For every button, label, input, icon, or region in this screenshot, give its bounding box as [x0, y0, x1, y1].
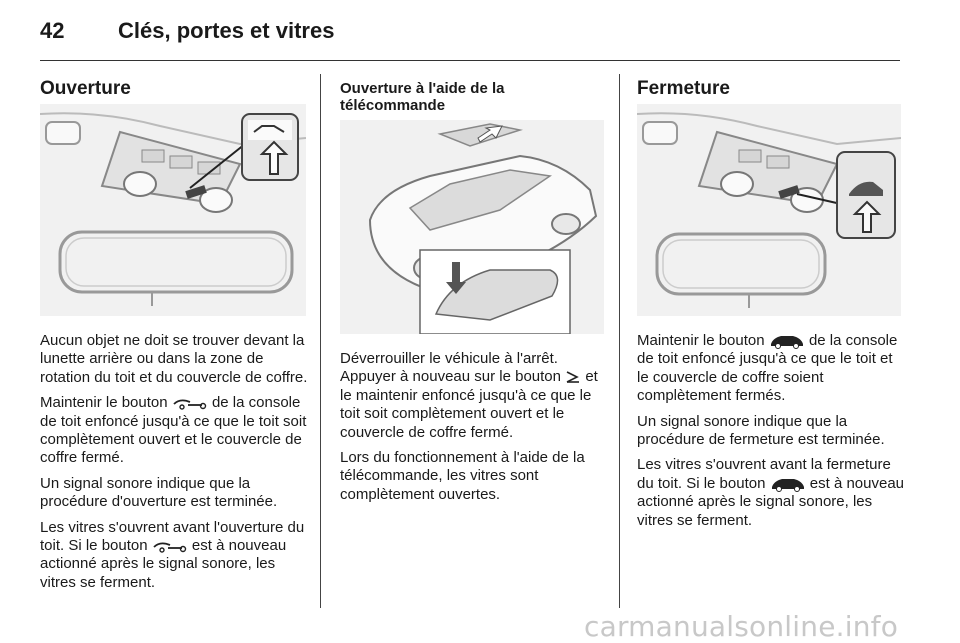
watermark: carmanualsonline.info: [584, 610, 899, 643]
column-ouverture-text: [40, 332, 308, 599]
paragraph-unlock: [340, 350, 608, 442]
paragraph-text: et le maintenir enfoncé jusqu'à ce que le toit soit complètement ouvert et le couvercle de coffre fermé.: [340, 368, 598, 441]
column-telecommande: [340, 80, 608, 114]
column-divider-2: [619, 74, 620, 608]
column-divider-1: [320, 74, 321, 608]
paragraph-text: Les vitres s'ouvrent avant la fermeture du toit. Si le bouton: [637, 456, 891, 492]
roof-open-icon: [172, 396, 208, 410]
paragraph-warning: Aucun objet ne doit se trouver devant la lunette arrière ou dans la zone de rotation du toit et du couvercle de coffre.: [40, 332, 308, 386]
page-title: Clés, portes et vitres: [118, 18, 335, 43]
section-heading-fermeture: Fermeture: [637, 78, 730, 99]
paragraph-close-windows: [637, 456, 905, 530]
paragraph-text: Les vitres s'ouvrent avant l'ouverture du toit. Si le bouton: [40, 518, 305, 555]
paragraph-text: Maintenir le bouton: [40, 394, 168, 412]
paragraph-remote-windows: Lors du fonctionnement à l'aide de la télécommande, les vitres sont complètement ouvertes.: [340, 449, 585, 503]
car-remote-illustration: [340, 120, 604, 334]
header-rule: [40, 60, 900, 61]
column-fermeture-text: [637, 332, 905, 537]
paragraph-text: est à nouveau actionné après le signal sonore, les vitres se ferment.: [40, 537, 287, 591]
paragraph-close-signal: Un signal sonore indique que la procédure de fermeture est terminée.: [637, 412, 885, 449]
paragraph-signal: Un signal sonore indique que la procédure d'ouverture est terminée.: [40, 474, 278, 511]
paragraph-text: de la console de toit enfoncé jusqu'à ce que le toit soit complètement ouvert et le couvercle de coffre fermé.: [40, 394, 307, 467]
paragraph-text: Maintenir le bouton: [637, 332, 765, 349]
remote-unlock-icon: [565, 370, 581, 384]
roof-closed-icon: [769, 333, 805, 349]
paragraph-windows: [40, 519, 308, 593]
section-heading-telecommande: Ouverture à l'aide de la télécommande: [340, 80, 505, 114]
paragraph-hold-button: [40, 394, 308, 468]
page-number: 42: [40, 18, 65, 43]
roof-console-illustration-close: [637, 104, 901, 316]
column-ouverture: [40, 78, 308, 100]
section-heading-ouverture: Ouverture: [40, 78, 131, 99]
page-header: [40, 18, 334, 44]
column-fermeture: [637, 78, 905, 100]
roof-console-illustration-open: [40, 104, 306, 316]
roof-open-icon: [152, 539, 188, 553]
paragraph-text: de la console de toit enfoncé jusqu'à ce que le toit et le couvercle de coffre soient complètement fermés.: [637, 332, 898, 405]
column-telecommande-text: [340, 350, 608, 511]
paragraph-close-hold: [637, 332, 905, 406]
paragraph-text: est à nouveau actionné après le signal sonore, les vitres se ferment.: [637, 474, 905, 529]
roof-closed-icon: [770, 476, 806, 492]
paragraph-text: Déverrouiller le véhicule à l'arrêt. Appuyer à nouveau sur le bouton: [340, 350, 561, 386]
